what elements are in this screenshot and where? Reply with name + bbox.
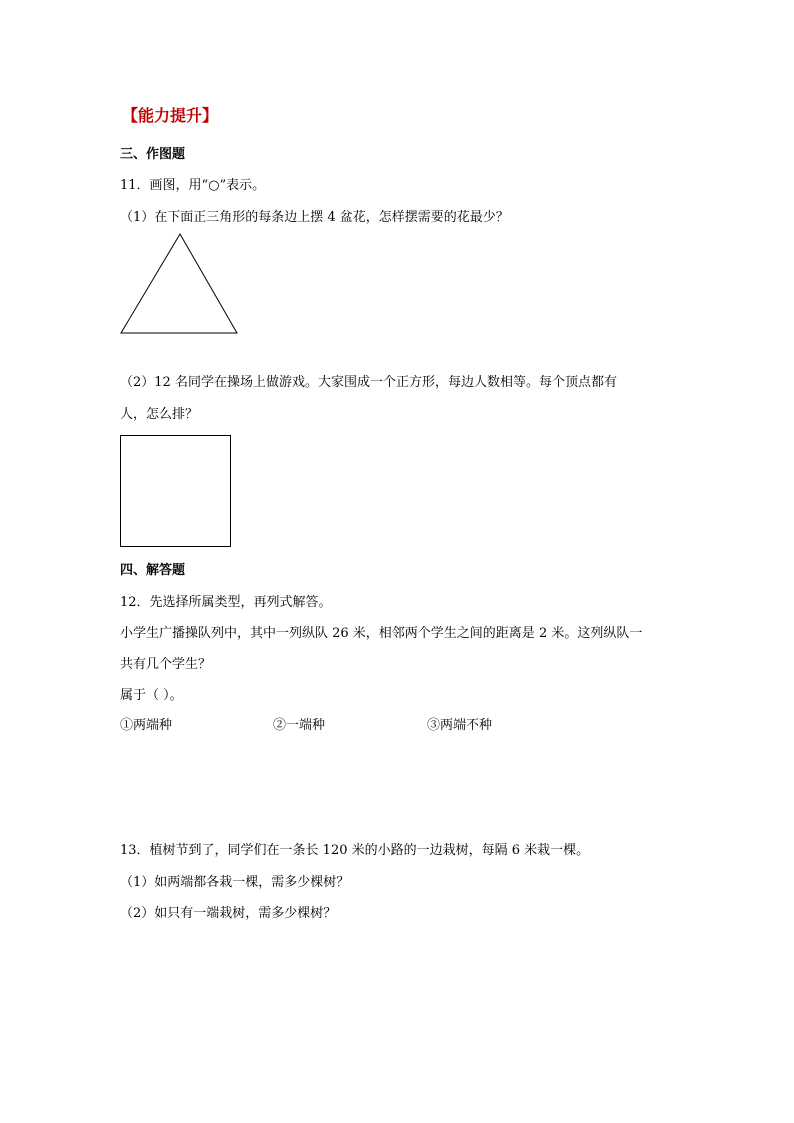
q12-option-3: ③两端不种 [427, 718, 493, 733]
q13-stem: 13．植树节到了，同学们在一条长 120 米的小路的一边栽树，每隔 6 米栽一棵。 [120, 843, 590, 858]
square-shape [121, 436, 231, 547]
square-figure [118, 433, 233, 549]
triangle-shape [121, 234, 237, 333]
q11-sub1: （1）在下面正三角形的每条边上摆 4 盆花，怎样摆需要的花最少？ [120, 210, 509, 225]
q13-sub2: （2）如只有一端栽树，需多少棵树？ [120, 906, 337, 921]
q12-option-2: ②一端种 [273, 718, 326, 733]
q12-option-1: ①两端种 [120, 718, 173, 733]
q12-body-line1: 小学生广播操队列中，其中一列纵队 26 米，相邻两个学生之间的距离是 2 米。这列纵队一 [120, 626, 643, 641]
q12-belongs-blank: 属于（ ）。 [120, 688, 183, 703]
q11-stem: 11．画图，用“○”表示。 [120, 178, 266, 193]
q13-sub1: （1）如两端都各栽一棵，需多少棵树？ [120, 875, 350, 890]
q11-sub2-line1: （2）12 名同学在操场上做游戏。大家围成一个正方形，每边人数相等。每个顶点都有 [120, 375, 617, 390]
equilateral-triangle-figure [118, 230, 242, 336]
section-title: 【能力提升】 [122, 106, 219, 125]
q12-body-line2: 共有几个学生？ [120, 657, 212, 672]
q11-sub2-line2: 人，怎么排？ [120, 407, 199, 422]
part4-heading: 四、解答题 [120, 563, 186, 578]
q12-stem: 12．先选择所属类型，再列式解答。 [120, 595, 332, 610]
part3-heading: 三、作图题 [120, 147, 186, 162]
